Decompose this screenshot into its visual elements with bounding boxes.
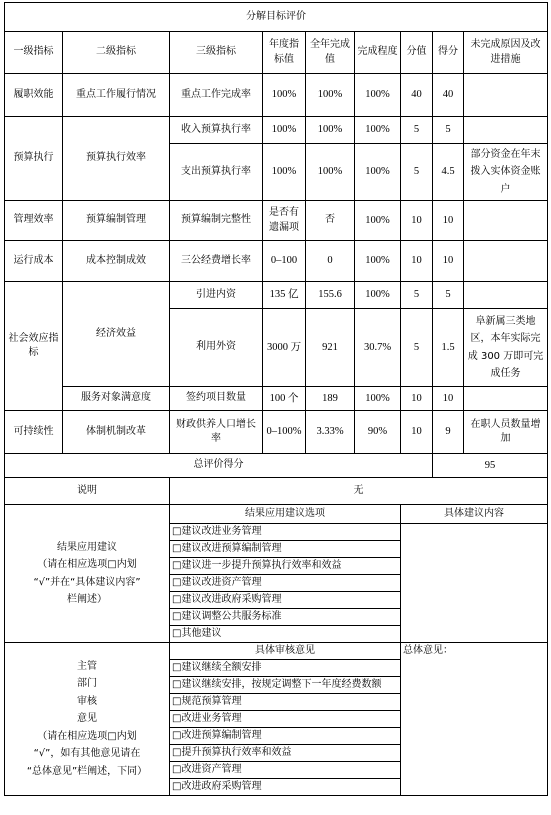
result-header-row	[5, 505, 548, 524]
degree-cell: 100%	[355, 201, 401, 241]
actual-cell: 921	[306, 309, 355, 387]
result-label-line: （请在相应选项□内划	[37, 559, 137, 570]
target-cell: 100 个	[263, 387, 306, 411]
review-option-checkbox[interactable]: □改进政府采购管理	[170, 779, 401, 796]
level2-cell: 服务对象满意度	[63, 387, 170, 411]
total-value: 95	[433, 454, 548, 478]
got-cell: 9	[433, 411, 464, 454]
note-cell	[464, 201, 548, 241]
level2-cell: 预算编制管理	[63, 201, 170, 241]
result-option-checkbox[interactable]: □建议改进预算编制管理	[170, 541, 401, 558]
got-cell: 4.5	[433, 144, 464, 201]
review-header-row	[5, 643, 548, 660]
got-cell: 10	[433, 387, 464, 411]
actual-cell: 否	[306, 201, 355, 241]
got-cell: 1.5	[433, 309, 464, 387]
level1-cell: 可持续性	[5, 411, 63, 454]
title-row	[5, 3, 548, 32]
result-option-checkbox[interactable]: □其他建议	[170, 626, 401, 643]
got-cell: 10	[433, 241, 464, 282]
level1-cell: 履职效能	[5, 74, 63, 117]
got-cell: 5	[433, 282, 464, 309]
table-row	[5, 387, 548, 411]
result-option-checkbox[interactable]: □建议改进业务管理	[170, 524, 401, 541]
result-label-line: “√”并在“具体建议内容”	[33, 576, 141, 588]
result-option-checkbox[interactable]: □建议改进资产管理	[170, 575, 401, 592]
level3-cell: 三公经费增长率	[170, 241, 263, 282]
review-label	[5, 643, 170, 796]
result-content-header: 具体建议内容	[401, 505, 548, 524]
degree-cell: 30.7%	[355, 309, 401, 387]
level3-cell: 预算编制完整性	[170, 201, 263, 241]
review-option-checkbox[interactable]: □建议继续全额安排	[170, 660, 401, 677]
got-cell: 40	[433, 74, 464, 117]
review-label-line: （请在相应选项□内划	[37, 730, 137, 742]
result-content-area[interactable]	[401, 524, 548, 643]
review-option-checkbox[interactable]: □规范预算管理	[170, 694, 401, 711]
got-cell: 5	[433, 117, 464, 144]
review-overall-label: 总体意见：	[403, 645, 453, 656]
target-cell: 0–100	[263, 241, 306, 282]
score-cell: 10	[401, 411, 433, 454]
score-cell: 10	[401, 201, 433, 241]
actual-cell: 100%	[306, 74, 355, 117]
col-level2: 二级指标	[63, 32, 170, 74]
note-cell	[464, 282, 548, 309]
target-cell: 100%	[263, 144, 306, 201]
table-row	[5, 282, 548, 309]
score-cell: 10	[401, 241, 433, 282]
explain-label: 说明	[5, 478, 170, 505]
evaluation-form	[4, 2, 547, 796]
level3-cell: 支出预算执行率	[170, 144, 263, 201]
table-row	[5, 74, 548, 117]
level2-cell: 经济效益	[63, 282, 170, 387]
table-title: 分解目标评价	[5, 3, 548, 32]
got-cell: 10	[433, 201, 464, 241]
review-label-line: 部门	[77, 678, 97, 690]
actual-cell: 0	[306, 241, 355, 282]
level3-cell: 财政供养人口增长率	[170, 411, 263, 454]
level3-cell: 重点工作完成率	[170, 74, 263, 117]
score-cell: 10	[401, 387, 433, 411]
result-label-line: 结果应用建议	[57, 541, 117, 553]
result-option-checkbox[interactable]: □建议调整公共服务标准	[170, 609, 401, 626]
col-level3: 三级指标	[170, 32, 263, 74]
col-got: 得分	[433, 32, 464, 74]
target-cell: 135 亿	[263, 282, 306, 309]
result-label-line: 栏阐述）	[67, 594, 107, 605]
table-row	[5, 411, 548, 454]
score-cell: 5	[401, 144, 433, 201]
score-cell: 5	[401, 117, 433, 144]
review-option-checkbox[interactable]: □改进业务管理	[170, 711, 401, 728]
note-cell	[464, 74, 548, 117]
col-note: 未完成原因及改进措施	[464, 32, 548, 74]
degree-cell: 100%	[355, 144, 401, 201]
level3-cell: 利用外资	[170, 309, 263, 387]
actual-cell: 189	[306, 387, 355, 411]
degree-cell: 100%	[355, 74, 401, 117]
explain-row	[5, 478, 548, 505]
result-label	[5, 505, 170, 643]
column-header-row	[5, 32, 548, 74]
review-label-line: 意见	[77, 713, 97, 725]
level2-cell: 体制机制改革	[63, 411, 170, 454]
review-options-header: 具体审核意见	[170, 643, 401, 660]
result-option-checkbox[interactable]: □建议进一步提升预算执行效率和效益	[170, 558, 401, 575]
note-cell	[464, 241, 548, 282]
score-cell: 5	[401, 282, 433, 309]
level3-cell: 收入预算执行率	[170, 117, 263, 144]
total-row	[5, 454, 548, 478]
actual-cell: 100%	[306, 117, 355, 144]
score-cell: 5	[401, 309, 433, 387]
degree-cell: 100%	[355, 117, 401, 144]
col-level1: 一级指标	[5, 32, 63, 74]
degree-cell: 90%	[355, 411, 401, 454]
col-score: 分值	[401, 32, 433, 74]
review-overall-area[interactable]	[401, 643, 548, 796]
target-cell: 3000 万	[263, 309, 306, 387]
review-option-checkbox[interactable]: □建议继续安排，按规定调整下一年度经费数额	[170, 677, 401, 694]
level1-cell: 管理效率	[5, 201, 63, 241]
table-row	[5, 241, 548, 282]
evaluation-table	[4, 2, 548, 796]
table-row	[5, 117, 548, 144]
level1-cell: 预算执行	[5, 117, 63, 201]
level3-cell: 签约项目数量	[170, 387, 263, 411]
target-cell: 100%	[263, 74, 306, 117]
level2-cell: 重点工作履行情况	[63, 74, 170, 117]
review-label-line: 主管	[77, 660, 97, 672]
actual-cell: 3.33%	[306, 411, 355, 454]
score-cell: 40	[401, 74, 433, 117]
target-cell: 是否有遗漏项	[263, 201, 306, 241]
review-label-line: “总体意见”栏阐述，下同）	[26, 765, 148, 777]
degree-cell: 100%	[355, 387, 401, 411]
review-option-checkbox[interactable]: □改进预算编制管理	[170, 728, 401, 745]
actual-cell: 155.6	[306, 282, 355, 309]
explain-value: 无	[170, 478, 548, 505]
review-option-checkbox[interactable]: □改进资产管理	[170, 762, 401, 779]
result-option-checkbox[interactable]: □建议改进政府采购管理	[170, 592, 401, 609]
note-cell: 在职人员数量增加	[464, 411, 548, 454]
note-cell: 部分资金在年末拨入实体资金账户	[464, 144, 548, 201]
total-label: 总评价得分	[5, 454, 433, 478]
note-cell: 阜新属三类地区，本年实际完成 300 万即可完成任务	[464, 309, 548, 387]
col-degree: 完成程度	[355, 32, 401, 74]
degree-cell: 100%	[355, 241, 401, 282]
level2-cell: 预算执行效率	[63, 117, 170, 201]
review-label-line: “√”，如有其他意见请在	[33, 748, 141, 760]
level3-cell: 引进内资	[170, 282, 263, 309]
review-label-line: 审核	[77, 695, 97, 707]
col-target: 年度指标值	[263, 32, 306, 74]
table-row	[5, 201, 548, 241]
review-option-checkbox[interactable]: □提升预算执行效率和效益	[170, 745, 401, 762]
actual-cell: 100%	[306, 144, 355, 201]
level2-cell: 成本控制成效	[63, 241, 170, 282]
target-cell: 100%	[263, 117, 306, 144]
level1-cell: 运行成本	[5, 241, 63, 282]
note-cell	[464, 387, 548, 411]
target-cell: 0–100%	[263, 411, 306, 454]
col-actual: 全年完成值	[306, 32, 355, 74]
result-options-header: 结果应用建议选项	[170, 505, 401, 524]
note-cell	[464, 117, 548, 144]
degree-cell: 100%	[355, 282, 401, 309]
level1-cell: 社会效应指标	[5, 282, 63, 411]
